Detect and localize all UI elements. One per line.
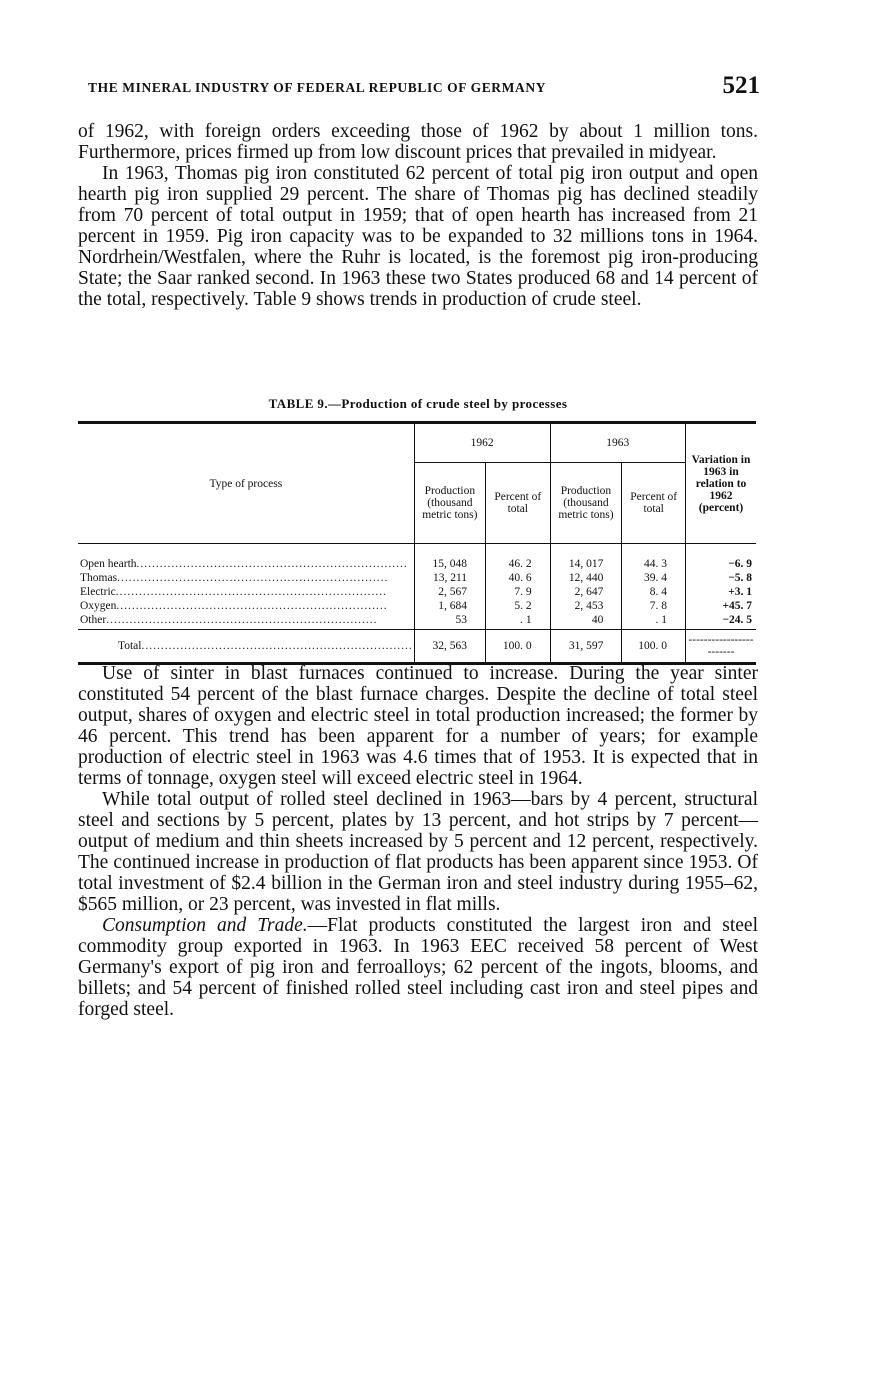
section-text: —Flat products constituted the largest iron and steel commodity group exported in 1963. In 1963 EEC received 58 percent of West Germany's export of pig iron and ferroalloys; 62 percent of the ingots, blooms, and billets; and 54 percent of finished rolled steel including cast iron and steel pipes and forged steel. bbox=[78, 915, 759, 1020]
column-header-production-1962: Production (thousand metric tons) bbox=[414, 463, 485, 544]
table-total-row bbox=[78, 630, 756, 664]
production-1962-cell: 2, 567 bbox=[414, 585, 485, 599]
process-name: Oxygen bbox=[80, 600, 117, 612]
variation-cell: +45. 7 bbox=[686, 599, 757, 613]
percent-1962-cell: 5. 2 bbox=[486, 599, 551, 613]
variation-cell: −6. 9 bbox=[686, 544, 757, 572]
production-1963-cell: 2, 453 bbox=[550, 599, 622, 613]
table-row bbox=[78, 544, 756, 572]
percent-1963-cell: 8. 4 bbox=[622, 585, 686, 599]
production-1962-cell: 15, 048 bbox=[414, 544, 485, 572]
column-header-year-1962: 1962 bbox=[414, 423, 550, 463]
leader-dots bbox=[106, 614, 377, 626]
leader-dots bbox=[137, 558, 408, 570]
running-header bbox=[84, 72, 760, 106]
percent-1963-cell: 7. 8 bbox=[622, 599, 686, 613]
paragraph: While total output of rolled steel declined in 1963—bars by 4 percent, structural steel and sections by 5 percent, plates by 13 percent, and hot strips by 7 percent—output of medium and thin sheets increased by 5 percent and 12 percent, respectively. The continued increase in production of flat products has been apparent since 1953. Of total investment of $2.4 billion in the German iron and steel industry during 1955–62, $565 million, or 23 percent, was invested in flat mills. bbox=[78, 789, 758, 915]
leader-dots bbox=[116, 600, 387, 612]
leader-dots bbox=[117, 572, 388, 584]
body-text-top bbox=[78, 121, 758, 310]
production-1962-cell: 53 bbox=[414, 613, 485, 630]
production-1962-cell: 13, 211 bbox=[414, 571, 485, 585]
column-header-year-1963: 1963 bbox=[550, 423, 685, 463]
percent-1962-cell: 40. 6 bbox=[486, 571, 551, 585]
leader-dots bbox=[116, 586, 387, 598]
process-name: Other bbox=[80, 614, 107, 626]
process-name: Electric bbox=[80, 586, 116, 598]
production-1963-cell: 12, 440 bbox=[550, 571, 622, 585]
percent-1962-cell: . 1 bbox=[486, 613, 551, 630]
column-header-percent-1962: Percent of total bbox=[486, 463, 551, 544]
table-caption: TABLE 9.—Production of crude steel by processes bbox=[268, 396, 568, 411]
header-title: THE MINERAL INDUSTRY OF FEDERAL REPUBLIC OF GERMANY bbox=[88, 80, 547, 95]
column-header-production-1963: Production (thousand metric tons) bbox=[550, 463, 622, 544]
column-header-percent-1963: Percent of total bbox=[622, 463, 686, 544]
total-label: Total bbox=[118, 640, 142, 652]
percent-1962-cell: 46. 2 bbox=[486, 544, 551, 572]
steel-production-table bbox=[78, 421, 756, 665]
section-heading: Consumption and Trade. bbox=[102, 915, 308, 936]
table-row bbox=[78, 571, 756, 585]
total-variation-dashes bbox=[686, 630, 757, 664]
body-text-bottom bbox=[78, 663, 758, 1020]
percent-1963-cell: . 1 bbox=[622, 613, 686, 630]
paragraph: In 1963, Thomas pig iron constituted 62 percent of total pig iron output and open hearth pig iron supplied 29 percent. The share of Thomas pig has declined steadily from 70 percent of total output in 1959; that of open hearth has increased from 21 percent in 1959. Pig iron capacity was to be expanded to 32 millions tons in 1964. Nordrhein/Westfalen, where the Ruhr is located, is the foremost pig iron-producing State; the Saar ranked second. In 1963 these two States produced 68 and 14 percent of the total, respectively. Table 9 shows trends in production of crude steel. bbox=[78, 163, 758, 310]
total-percent-1962-cell: 100. 0 bbox=[486, 630, 551, 664]
variation-cell: −24. 5 bbox=[686, 613, 757, 630]
leader-dots bbox=[141, 640, 412, 652]
process-name: Thomas bbox=[80, 572, 118, 584]
paragraph bbox=[78, 915, 758, 1020]
variation-cell: −5. 8 bbox=[686, 571, 757, 585]
percent-1963-cell: 39. 4 bbox=[622, 571, 686, 585]
total-production-1963-cell: 31, 597 bbox=[550, 630, 622, 664]
variation-cell: +3. 1 bbox=[686, 585, 757, 599]
paragraph: Use of sinter in blast furnaces continued to increase. During the year sinter constituted 54 percent of the blast furnace charges. Despite the decline of total steel output, shares of oxygen and electric steel in total production increased; the former by 46 percent. This trend has been apparent for a number of years; for example production of electric steel in 1963 was 4.6 times that of 1953. It is expected that in terms of tonnage, oxygen steel will exceed electric steel in 1964. bbox=[78, 663, 758, 789]
production-1963-cell: 2, 647 bbox=[550, 585, 622, 599]
process-name: Open hearth bbox=[80, 558, 137, 570]
column-header-variation: Variation in 1963 in relation to 1962 (percent) bbox=[686, 423, 757, 544]
table-row bbox=[78, 599, 756, 613]
percent-1962-cell: 7. 9 bbox=[486, 585, 551, 599]
page-number: 521 bbox=[722, 72, 760, 99]
total-percent-1963-cell: 100. 0 bbox=[622, 630, 686, 664]
column-header-type: Type of process bbox=[78, 423, 414, 544]
table-row bbox=[78, 613, 756, 630]
table-row bbox=[78, 585, 756, 599]
total-production-1962-cell: 32, 563 bbox=[414, 630, 485, 664]
production-1963-cell: 14, 017 bbox=[550, 544, 622, 572]
paragraph: of 1962, with foreign orders exceeding those of 1962 by about 1 million tons. Furthermore, prices firmed up from low discount prices that prevailed in midyear. bbox=[78, 121, 758, 163]
percent-1963-cell: 44. 3 bbox=[622, 544, 686, 572]
production-1963-cell: 40 bbox=[550, 613, 622, 630]
production-1962-cell: 1, 684 bbox=[414, 599, 485, 613]
